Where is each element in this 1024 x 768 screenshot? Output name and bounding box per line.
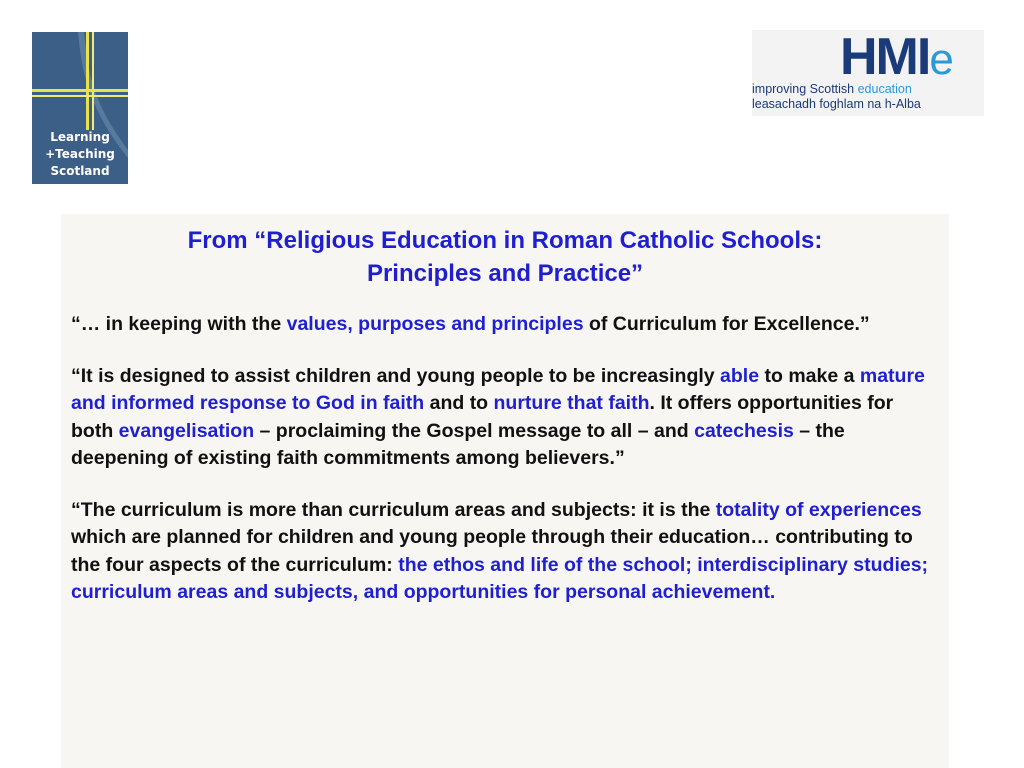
hmie-logo-mark: [840, 30, 954, 84]
quote1-text-c: of Curriculum for Excellence.”: [583, 313, 870, 335]
quote3-text-a: “The curriculum is more than curriculum areas and subjects: it is the: [71, 498, 716, 521]
hmie-logo-mark-e: e: [929, 35, 954, 84]
hmie-tagline-english-a: improving Scottish: [752, 82, 855, 96]
hmie-logo: [752, 30, 984, 116]
quote2-text-i: – proclaiming the Gospel message to all – and: [254, 419, 695, 442]
lts-logo: [32, 32, 128, 184]
lts-logo-text: [32, 129, 128, 180]
quote3-highlight-four-aspects: the ethos and life of the school; interdisciplinary studies; curriculum areas and subjects, and opportunities for personal achievement.: [71, 553, 929, 603]
lts-logo-line-teaching: +Teaching: [45, 147, 115, 161]
lts-logo-line-scotland: Scotland: [50, 164, 110, 178]
quote2-text-g: . It offers opportunities for both: [71, 392, 894, 442]
hmie-logo-tagline-gaelic: leasachadh foghlam na h-Alba: [752, 97, 921, 111]
hmie-logo-tagline-english: [752, 82, 912, 97]
quote3-text-c: which are planned for children and young people through their education… contributing to the four aspects of the curriculum:: [71, 526, 913, 576]
quote-curriculum-for-excellence: [71, 311, 939, 339]
slide-title: [71, 224, 939, 290]
quote2-text-a: “It is designed to assist children and young people to be increasingly: [71, 364, 721, 387]
quote2-highlight-response: mature and informed response to God in faith: [71, 364, 925, 414]
lts-logo-horizontal-stripe-2: [32, 95, 128, 97]
slide-title-line-2: Principles and Practice”: [366, 260, 644, 287]
slide-title-line-1: From “Religious Education in Roman Catholic Schools:: [187, 227, 823, 254]
quote2-highlight-able: able: [720, 364, 760, 387]
lts-logo-horizontal-stripe: [32, 89, 128, 92]
quote2-text-c: to make a: [759, 364, 860, 387]
quote1-highlight-values: values, purposes and principles: [286, 313, 584, 335]
lts-logo-vertical-stripe-2: [92, 32, 94, 130]
content-box: [61, 214, 949, 768]
lts-logo-line-learning: Learning: [50, 130, 110, 144]
lts-logo-vertical-stripe: [86, 32, 89, 130]
quote2-highlight-nurture: nurture that faith: [493, 392, 650, 414]
hmie-tagline-english-b: education: [857, 82, 912, 96]
quote1-text-a: “… in keeping with the: [71, 313, 287, 335]
quote2-highlight-evangelisation: evangelisation: [118, 419, 255, 442]
quote3-highlight-totality: totality of experiences: [715, 498, 922, 521]
quote2-highlight-catechesis: catechesis: [694, 419, 794, 442]
quote2-text-k: – the deepening of existing faith commitments among believers.”: [71, 419, 845, 469]
hmie-logo-mark-hmi: HMI: [840, 28, 930, 86]
quote-religious-education-purpose: [71, 363, 939, 473]
quote2-text-e: and to: [424, 392, 494, 414]
quote-curriculum-totality: [71, 497, 939, 607]
